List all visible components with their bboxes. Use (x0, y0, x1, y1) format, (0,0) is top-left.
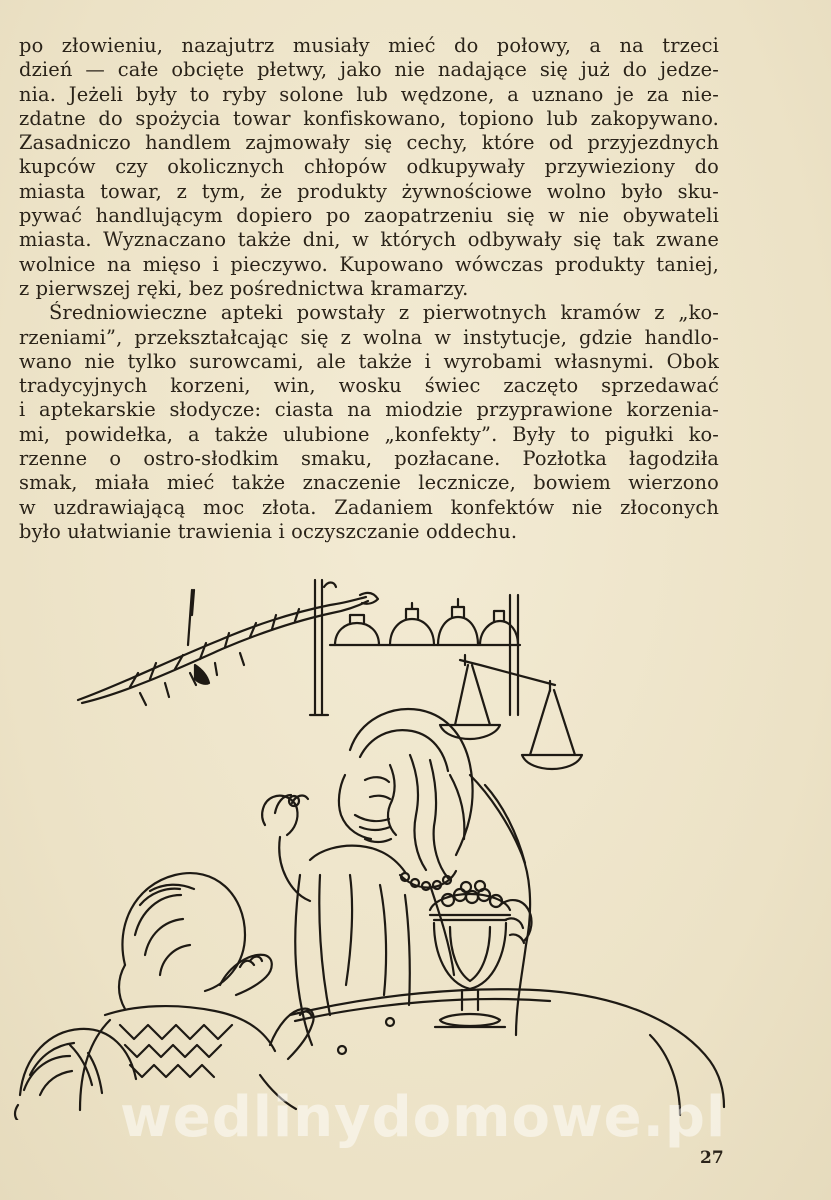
body-text (19, 34, 719, 544)
text-line: rzenne o ostro-słodkim smaku, pozłacane. Pozłotka łagodziła (19, 447, 719, 471)
text-line: z pierwszej ręki, bez pośrednictwa kramarzy. (19, 276, 469, 300)
text-line: pywać handlującym dopiero po zaopatrzeniu się w nie obywateli (19, 204, 719, 228)
text-line: w uzdrawiającą moc złota. Zadaniem konfektów nie złoconych (19, 495, 719, 519)
watermark: wedlinydomowe.pl (120, 1085, 727, 1150)
text-line: rzeniami”, przekształcając się z wolna w instytucje, gdzie handlo- (19, 325, 719, 349)
text-line: miasta towar, z tym, że produkty żywnościowe wolno było sku- (19, 179, 719, 203)
text-line: smak, miała mieć także znaczenie lecznicze, bowiem wierzono (19, 471, 719, 495)
hanging-lizard-icon (78, 580, 378, 715)
apothecary-figure-icon (262, 709, 530, 1045)
text-line: tradycyjnych korzeni, win, wosku świec zaczęto sprzedawać (19, 374, 719, 398)
apothecary-illustration (10, 575, 730, 1120)
text-line: wano nie tylko surowcami, ale także i wyrobami własnymi. Obok (19, 349, 719, 373)
child-figure-icon (15, 1029, 136, 1120)
text-line: Zasadniczo handlem zajmowały się cechy, które od przyjezdnych (19, 131, 719, 155)
text-line: Średniowieczne apteki powstały z pierwotnych kramów z „ko- (49, 301, 719, 325)
text-line: i aptekarskie słodycze: ciasta na miodzie przyprawione korzenia- (19, 398, 719, 422)
text-line: zdatne do spożycia towar konfiskowano, topiono lub zakopywano. (19, 106, 719, 130)
text-line: kupców czy okolicznych chłopów odkupywały przywieziony do (19, 155, 719, 179)
text-line: miasta. Wyznaczano także dni, w których odbywały się tak zwane (19, 228, 719, 252)
text-line: dzień — całe obcięte płetwy, jako nie nadające się już do jedze- (19, 58, 719, 82)
goblet-icon (430, 881, 510, 1027)
page-number: 27 (700, 1148, 724, 1168)
text-line: nia. Jeżeli były to ryby solone lub wędzone, a uznano je za nie- (19, 82, 719, 106)
jar-shelf-icon (330, 595, 520, 715)
customer-figure-icon (80, 873, 314, 1110)
text-line: wolnice na mięso i pieczywo. Kupowano wówczas produkty taniej, (19, 252, 719, 276)
text-line: mi, powidełka, a także ulubione „konfekty”. Były to pigułki ko- (19, 422, 719, 446)
text-line: po złowieniu, nazajutrz musiały mieć do połowy, a na trzeci (19, 34, 719, 57)
text-line: było ułatwianie trawienia i oczyszczanie oddechu. (19, 519, 518, 543)
